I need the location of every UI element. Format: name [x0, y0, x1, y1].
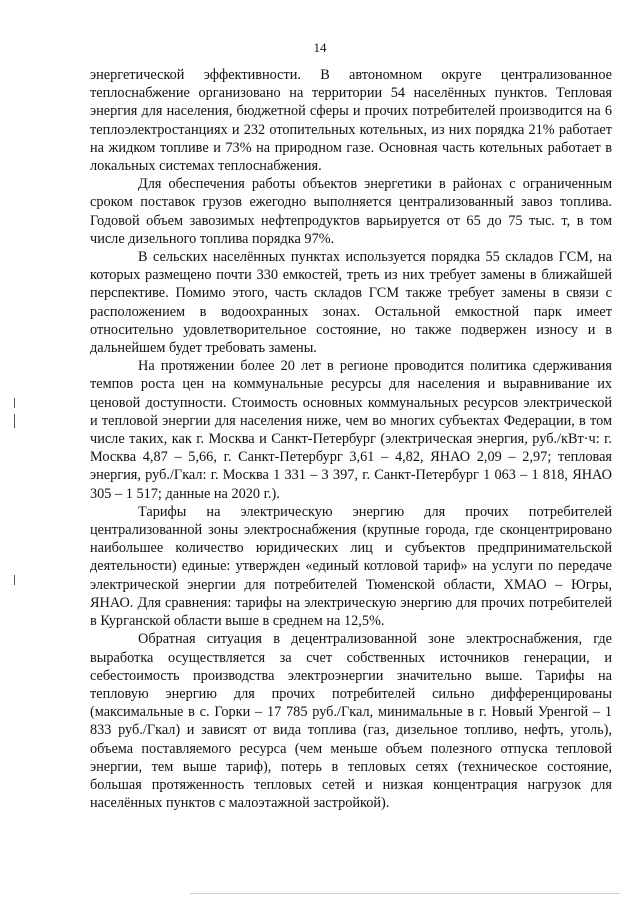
body-text	[90, 66, 612, 812]
page-number: 14	[313, 40, 327, 55]
paragraph-1: энергетической эффективности. В автономном округе централизованное теплоснабжение организовано на территории 54 населённых пунктов. Тепловая энергия для населения, бюджетной сферы и прочих потребителей производится на 6 теплоэлектростанциях и 232 отопительных котельных, из них порядка 21% работает на жидком топливе и 73% на природном газе. Основная часть котельных работает в локальных системах теплоснабжения.	[90, 67, 612, 175]
paragraph-4: На протяжении более 20 лет в регионе проводится политика сдерживания темпов роста цен на коммунальные ресурсы для населения и выравнивание их ценовой доступности. Стоимость основных коммунальных ресурсов электрической и тепловой энергии для населения ниже, чем во многих субъектах Федерации, в том числе таких, как г. Москва и Санкт-Петербург (электрическая энергия, руб./кВт·ч: г. Москва 4,87 – 5,66, г. Санкт-Петербург 3,61 – 4,82, ЯНАО 2,09 – 2,97; тепловая энергия, руб./Гкал: г. Москва 1 331 – 3 397, г. Санкт-Петербург 1 063 – 1 818, ЯНАО 305 – 1 517; данные на 2020 г.).	[90, 358, 612, 502]
bottom-scan-line	[190, 893, 620, 894]
paragraph-6: Обратная ситуация в децентрализованной зоне электроснабжения, где выработка осуществляется за счет собственных источников генерации, и себестоимость производства электроэнергии значительно выше. Тарифы на тепловую энергию для прочих потребителей сильно дифференцированы (максимальные в с. Горки – 17 785 руб./Гкал, минимальные в г. Новый Уренгой – 1 833 руб./Гкал) и зависят от вида топлива (газ, дизельное топливо, нефть, уголь), объема поставляемого ресурса (чем меньше объем полезного отпуска тепловой энергии, тем выше тариф), потерь в тепловых сетях (техническое состояние, большая протяженность тепловых сетей и низкая концентрация нагрузок для населённых пунктов с малоэтажной застройкой).	[90, 631, 612, 812]
scan-mark-middle	[14, 414, 15, 428]
scan-mark-top	[14, 398, 15, 408]
paragraph-5: Тарифы на электрическую энергию для прочих потребителей централизованной зоны электроснабжения (крупные города, где сконцентрировано наибольшее количество юридических лиц и субъектов предпринимательской деятельности) единые: утвержден «единый котловой тариф» на услуги по передаче электрической энергии для потребителей Тюменской области, ХМАО – Югры, ЯНАО. Для сравнения: тарифы на электрическую энергию для прочих потребителей в Курганской области выше в среднем на 12,5%.	[90, 503, 612, 630]
paragraph-2: Для обеспечения работы объектов энергетики в районах с ограниченным сроком поставок грузов ежегодно выполняется централизованный завоз топлива. Годовой объем завозимых нефтепродуктов варьируется от 65 до 75 тыс. т, в том числе дизельного топлива порядка 97%.	[90, 176, 612, 247]
paragraph-3: В сельских населённых пунктах используется порядка 55 складов ГСМ, на которых размещено почти 330 емкостей, треть из них требует замены в ближайшей перспективе. Помимо этого, часть складов ГСМ также требует замены в связи с расположением в водоохранных зонах. Остальной емкостной парк имеет относительно удовлетворительное состояние, но также подвержен износу и в дальнейшем будет требовать замены.	[90, 249, 612, 357]
scan-mark-lower	[14, 575, 15, 585]
